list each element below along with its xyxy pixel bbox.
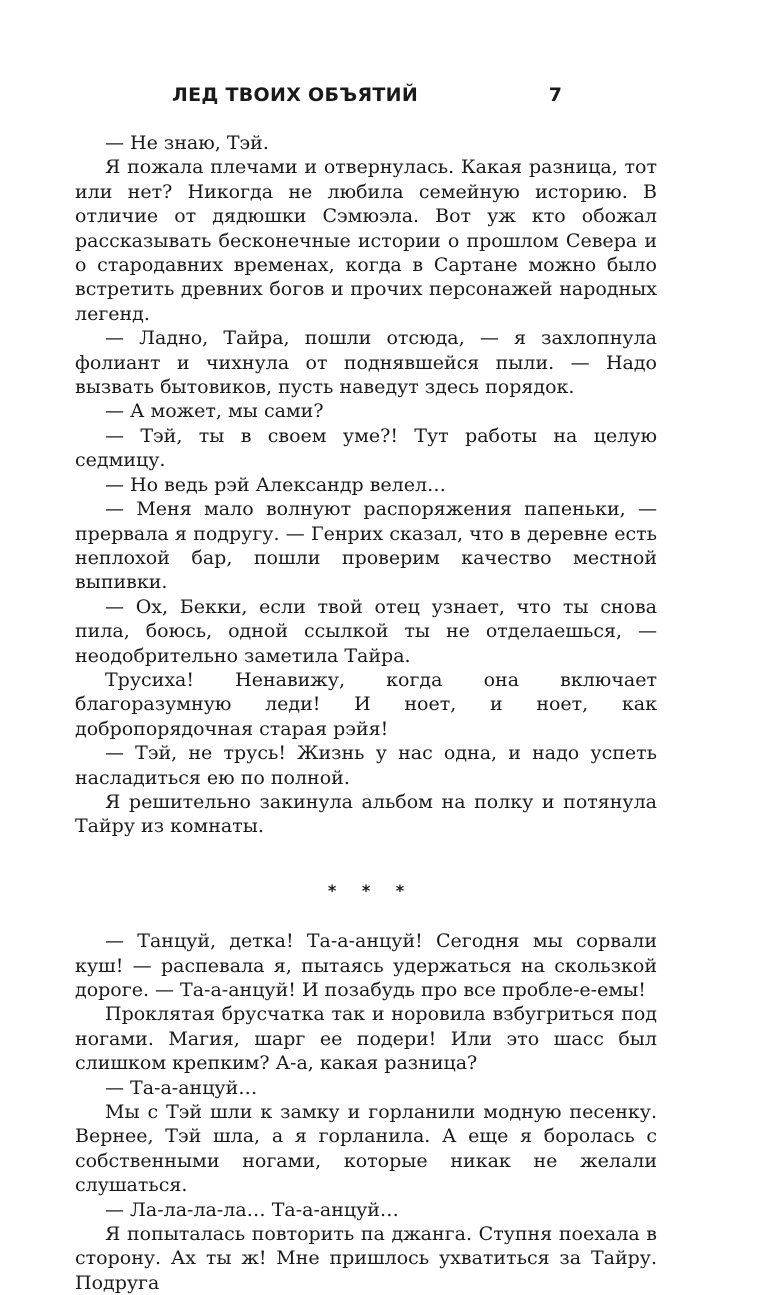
book-title: ЛЕД ТВОИХ ОБЪЯТИЙ [172, 84, 419, 106]
paragraph: — Ох, Бекки, если твой отец узнает, что ты снова пила, боюсь, одной ссылкой ты не отделаешься, — неодобрительно заметила Тайра. [75, 595, 657, 667]
paragraph: Проклятая брусчатка так и норовила взбугриться под ногами. Магия, шарг ее подери! Или это шасс был слишком крепким? А-а, какая разница? [75, 1003, 657, 1075]
paragraph: Я пожала плечами и отвернулась. Какая разница, тот или нет? Никогда не любила семейную историю. В отличие от дядюшки Сэмюэла. Вот уж кто обожал рассказывать бесконечные истории о прошлом Севера и о стародавних временах, когда в Сартане можно было встретить древних богов и прочих персонажей народных легенд. [75, 156, 657, 325]
paragraph: — Ла-ла-ла-ла… Та-а-анцуй… [105, 1198, 399, 1221]
paragraph: — А может, мы сами? [105, 400, 324, 423]
paragraph: — Тэй, ты в своем уме?! Тут работы на целую седмицу. [75, 424, 657, 472]
paragraph: — Но ведь рэй Александр велел… [105, 473, 447, 496]
page-number: 7 [548, 84, 562, 106]
paragraph: — Меня мало волнуют распоряжения папеньки, — прервала я подругу. — Генрих сказал, что в деревне есть неплохой бар, пошли проверим качество местной выпивки. [75, 498, 657, 594]
paragraph: Я решительно закинула альбом на полку и потянула Тайру из комнаты. [75, 790, 657, 838]
paragraph: Трусиха! Ненавижу, когда она включает благоразумную леди! И ноет, и ноет, как добропорядочная старая рэйя! [75, 668, 657, 740]
running-header [172, 84, 562, 114]
paragraph: — Танцуй, детка! Та-а-анцуй! Сегодня мы сорвали куш! — распевала я, пытаясь удержаться на скользкой дороге. — Та-а-анцуй! И позабудь про все пробле-е-емы! [75, 930, 657, 1001]
paragraph: — Ладно, Тайра, пошли отсюда, — я захлопнула фолиант и чихнула от поднявшейся пыли. — Надо вызвать бытовиков, пусть наведут здесь порядок. [75, 327, 657, 399]
paragraph: Я попыталась повторить па джанга. Ступня поехала в сторону. Ах ты ж! Мне пришлось ухватиться за Тайру. Подруга [75, 1223, 657, 1294]
scene-separator: * * * [327, 880, 415, 900]
paragraph: — Не знаю, Тэй. [105, 132, 269, 154]
paragraph: — Та-а-анцуй… [105, 1076, 258, 1099]
body-text [75, 131, 657, 1295]
paragraph: Мы с Тэй шли к замку и горланили модную песенку. Вернее, Тэй шла, а я горланила. А еще я боролась с собственными ногами, которые никак не желали слушаться. [75, 1101, 657, 1197]
paragraph: — Тэй, не трусь! Жизнь у нас одна, и надо успеть насладиться ею по полной. [75, 742, 657, 789]
